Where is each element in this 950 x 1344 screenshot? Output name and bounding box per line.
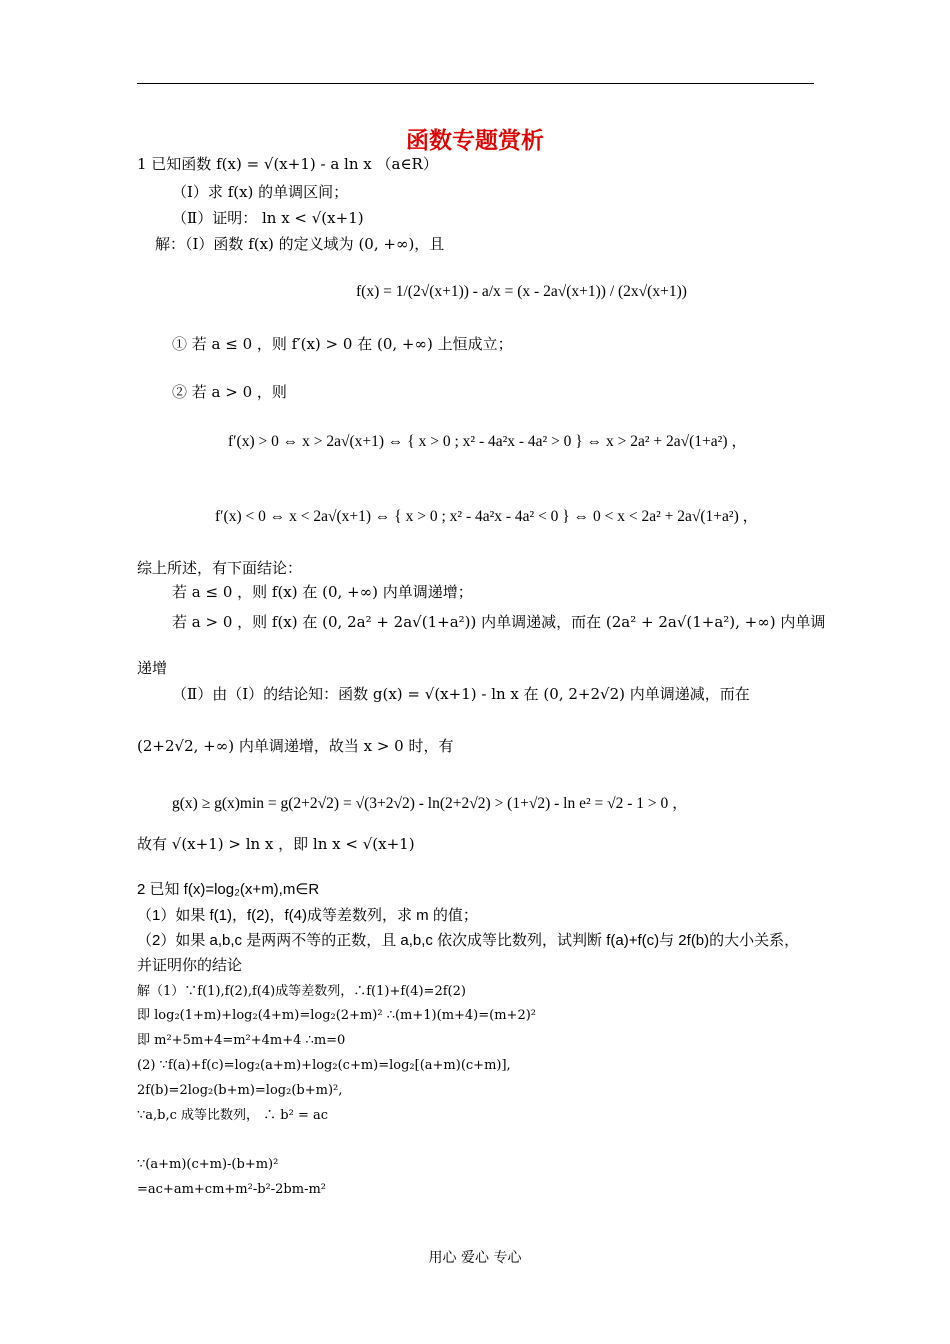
- problem-1-part-2: （Ⅱ）证明： ln x < √(x+1): [172, 209, 364, 227]
- solution-2-line-5: 2f(b)=2log₂(b+m)=log₂(b+m)²,: [137, 1083, 343, 1098]
- problem-2-part-2-cont: 并证明你的结论: [137, 957, 243, 974]
- solution-2-line-7: ∵(a+m)(c+m)-(b+m)²: [137, 1157, 279, 1172]
- proof-part-2-cont: (2+2√2, +∞) 内单调递增，故当 x > 0 时，有: [137, 737, 454, 755]
- solution-2-line-8: =ac+am+cm+m²-b²-2bm-m²: [137, 1182, 326, 1197]
- conclusion: 故有 √(x+1) > ln x ，即 ln x < √(x+1): [137, 835, 415, 853]
- decreasing-condition: f′(x) < 0 ⇔ x < 2a√(x+1) ⇔ { x > 0 ; x² - 4a²x - 4a² < 0 } ⇔ 0 < x < 2a² + 2a√(1+a²) ，: [215, 508, 759, 525]
- summary-case-2: 若 a > 0 ，则 f(x) 在 (0, 2a² + 2a√(1+a²)) 内单调递减，而在 (2a² + 2a√(1+a²), +∞) 内单调: [172, 613, 826, 631]
- case-a-positive: ② 若 a > 0 ，则: [172, 383, 287, 401]
- problem-2-part-1: （1）如果 f(1)，f(2)，f(4)成等差数列，求 m 的值；: [137, 907, 478, 924]
- solution-1-intro: 解：（Ⅰ）函数 f(x) 的定义域为 (0, +∞)，且: [155, 235, 445, 253]
- problem-2-part-2: （2）如果 a,b,c 是两两不等的正数，且 a,b,c 依次成等比数列，试判断 f(a)+f(c)与 2f(b)的大小关系，: [137, 932, 800, 949]
- summary-heading: 综上所述，有下面结论：: [137, 559, 303, 577]
- problem-1-part-1: （Ⅰ）求 f(x) 的单调区间；: [172, 183, 349, 201]
- summary-case-2-cont: 递增: [137, 659, 168, 677]
- page-footer: 用心 爱心 专心: [428, 1250, 522, 1266]
- summary-case-1: 若 a ≤ 0 ，则 f(x) 在 (0, +∞) 内单调递增；: [172, 583, 473, 601]
- solution-2-line-6: ∵a,b,c 成等比数列， ∴ b² = ac: [137, 1108, 329, 1123]
- header-rule: [137, 83, 814, 84]
- inequality-chain: g(x) ≥ g(x)min = g(2+2√2) = √(3+2√2) - ln(2+2√2) > (1+√2) - ln e² = √2 - 1 > 0 ，: [172, 795, 688, 812]
- solution-2-line-4: (2) ∵f(a)+f(c)=log₂(a+m)+log₂(c+m)=log₂[(a+m)(c+m)],: [137, 1058, 511, 1073]
- solution-2-line-3: 即 m²+5m+4=m²+4m+4 ∴m=0: [137, 1033, 346, 1048]
- page-title: 函数专题赏析: [406, 128, 544, 154]
- problem-1-statement: 1 已知函数 f(x) = √(x+1) - a ln x （a∈R）: [137, 155, 438, 173]
- solution-2-line-1: 解（1）∵f(1),f(2),f(4)成等差数列，∴f(1)+f(4)=2f(2): [137, 984, 466, 999]
- proof-part-2: （Ⅱ）由（Ⅰ）的结论知：函数 g(x) = √(x+1) - ln x 在 (0, 2+2√2) 内单调递减，而在: [172, 685, 750, 703]
- case-a-nonpositive: ① 若 a ≤ 0 ，则 f′(x) > 0 在 (0, +∞) 上恒成立；: [172, 335, 513, 353]
- increasing-condition: f′(x) > 0 ⇔ x > 2a√(x+1) ⇔ { x > 0 ; x² - 4a²x - 4a² > 0 } ⇔ x > 2a² + 2a√(1+a²) ，: [228, 433, 747, 450]
- problem-2-statement: 2 已知 f(x)=log₂(x+m),m∈R: [137, 881, 320, 898]
- derivative-formula: f(x) = 1/(2√(x+1)) - a/x = (x - 2a√(x+1)) / (2x√(x+1)): [356, 283, 687, 300]
- solution-2-line-2: 即 log₂(1+m)+log₂(4+m)=log₂(2+m)² ∴(m+1)(m+4)=(m+2)²: [137, 1008, 536, 1023]
